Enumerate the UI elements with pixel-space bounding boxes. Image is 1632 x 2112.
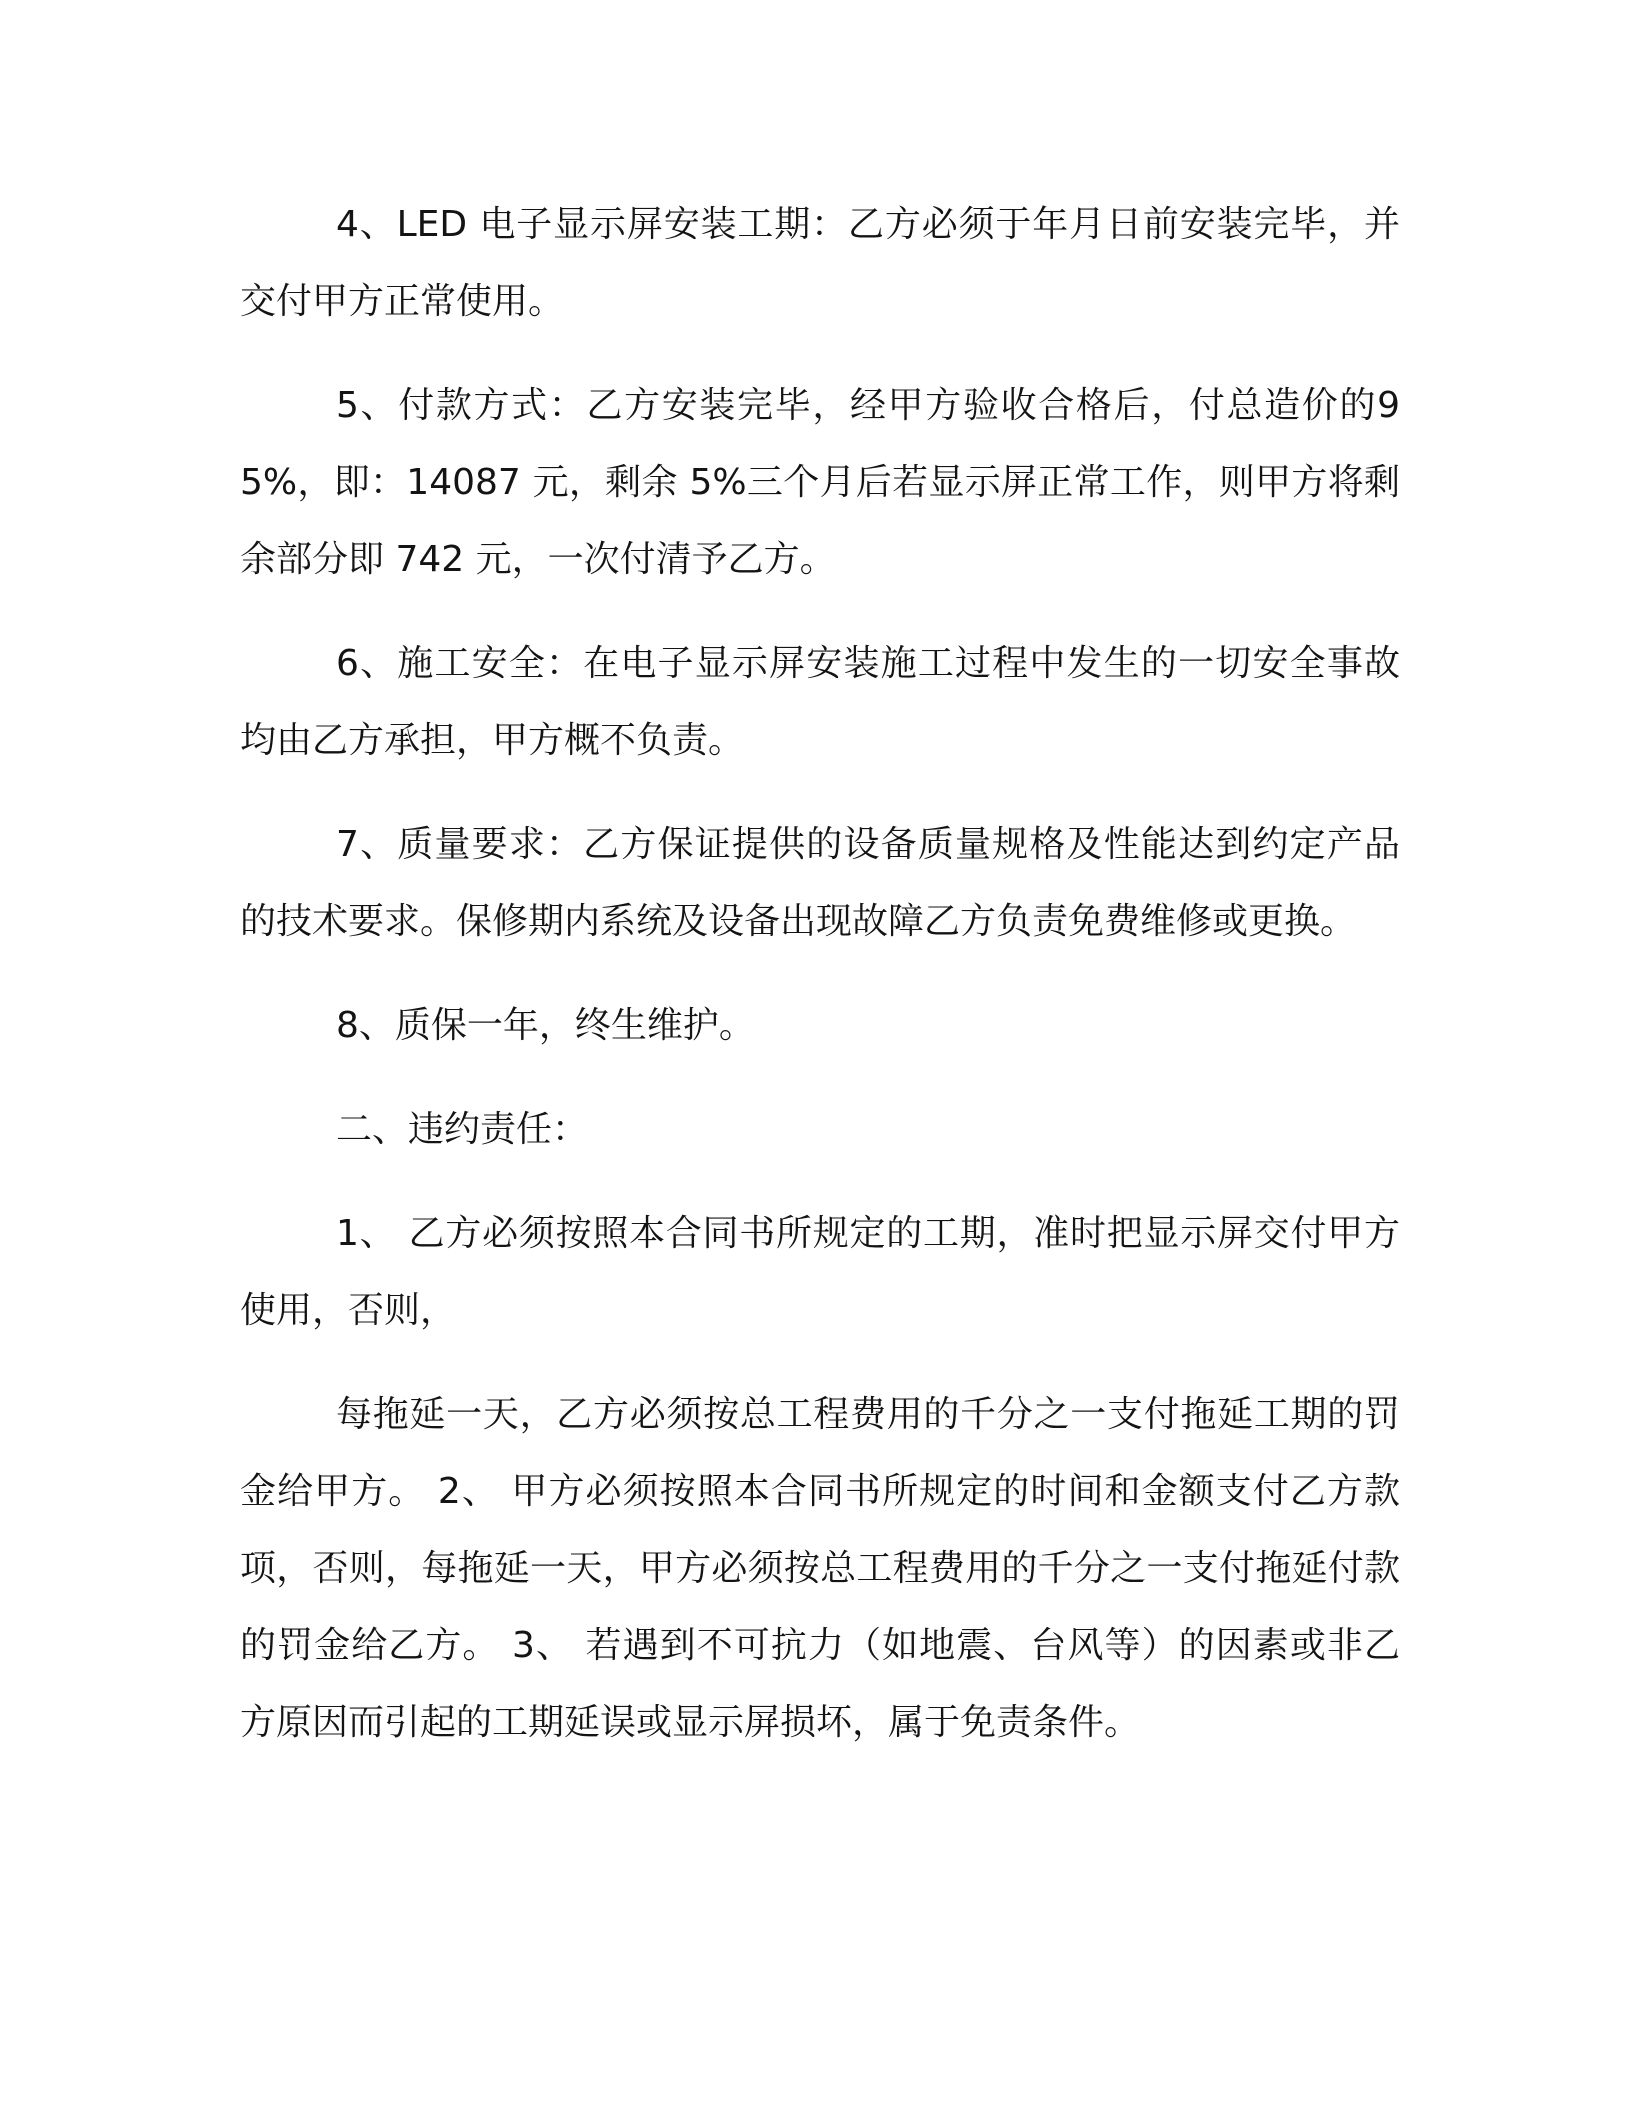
paragraph-payment-method: 5、付款方式：乙方安装完毕，经甲方验收合格后，付总造价的95%，即：14087 元，剩余 5%三个月后若显示屏正常工作，则甲方将剩余部分即 742 元，一次付清予乙方。 — [240, 385, 1400, 580]
paragraph-penalties-force-majeure: 每拖延一天，乙方必须按总工程费用的千分之一支付拖延工期的罚金给甲方。 2、 甲方必须按照本合同书所规定的时间和金额支付乙方款项，否则，每拖延一天，甲方必须按总工程费用的千分之一支付拖延付款的罚金给乙方。 3、 若遇到不可抗力（如地震、台风等）的因素或非乙方原因而引起的工期延误或显示屏损坏，属于免责条件。 — [240, 1394, 1400, 1743]
paragraph-party-b-schedule: 1、 乙方必须按照本合同书所规定的工期，准时把显示屏交付甲方使用，否则， — [240, 1213, 1400, 1331]
paragraph-warranty: 8、质保一年，终生维护。 — [336, 1005, 755, 1046]
paragraph-quality-requirements: 7、质量要求：乙方保证提供的设备质量规格及性能达到约定产品的技术要求。保修期内系统及设备出现故障乙方负责免费维修或更换。 — [240, 824, 1400, 942]
paragraph-installation-period: 4、LED 电子显示屏安装工期：乙方必须于年月日前安装完毕，并交付甲方正常使用。 — [240, 204, 1400, 322]
document-body — [240, 186, 1400, 1761]
paragraph-construction-safety: 6、施工安全：在电子显示屏安装施工过程中发生的一切安全事故均由乙方承担，甲方概不负责。 — [240, 643, 1400, 761]
section-heading-breach-liability: 二、违约责任： — [336, 1109, 589, 1150]
